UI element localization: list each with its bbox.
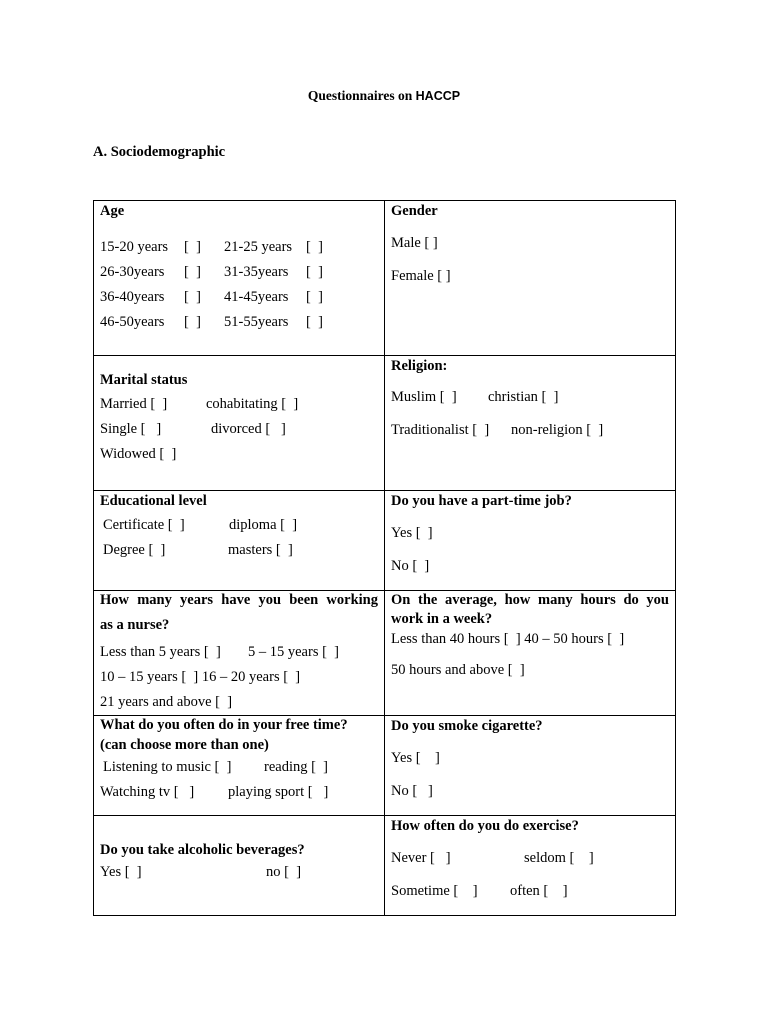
- title-text: Questionnaires on: [307, 88, 416, 103]
- sometime-option[interactable]: Sometime [ ]: [391, 883, 478, 899]
- parttime-no-option[interactable]: No [ ]: [391, 558, 430, 574]
- hours-heading-2: work in a week?: [391, 611, 493, 627]
- questionnaire-table: [93, 200, 676, 916]
- muslim-option[interactable]: Muslim [ ]: [391, 389, 457, 405]
- table-row: [94, 201, 676, 356]
- checkbox[interactable]: [ ]: [306, 264, 323, 280]
- age-option: 36-40years: [100, 289, 165, 305]
- parttime-yes-option[interactable]: Yes [ ]: [391, 525, 433, 541]
- gender-heading: Gender: [391, 203, 438, 219]
- never-option[interactable]: Never [ ]: [391, 850, 451, 866]
- gender-male-option[interactable]: Male [ ]: [391, 235, 438, 251]
- hours-cell: [385, 591, 676, 716]
- christian-option[interactable]: christian [ ]: [488, 389, 559, 405]
- gender-cell: [385, 201, 676, 356]
- marital-heading: Marital status: [100, 372, 188, 388]
- exercise-cell: [385, 816, 676, 916]
- marital-cell: [94, 356, 385, 491]
- sport-option[interactable]: playing sport [ ]: [228, 784, 329, 800]
- checkbox[interactable]: [ ]: [184, 314, 201, 330]
- age-option: 51-55years: [224, 314, 289, 330]
- alcohol-cell: [94, 816, 385, 916]
- music-option[interactable]: Listening to music [ ]: [103, 759, 232, 775]
- cohabitating-option[interactable]: cohabitating [ ]: [206, 396, 299, 412]
- age-option: 21-25 years: [224, 239, 293, 255]
- checkbox[interactable]: [ ]: [306, 239, 323, 255]
- hours-option-row[interactable]: 50 hours and above [ ]: [391, 662, 525, 678]
- years-working-heading-2: as a nurse?: [100, 617, 170, 633]
- smoke-cell: [385, 716, 676, 816]
- age-option-row: [100, 285, 378, 310]
- table-row: [94, 591, 676, 716]
- age-option: 31-35years: [224, 264, 289, 280]
- checkbox[interactable]: [ ]: [306, 314, 323, 330]
- checkbox[interactable]: [ ]: [184, 239, 201, 255]
- parttime-heading: Do you have a part-time job?: [391, 493, 572, 509]
- age-option: 41-45years: [224, 289, 289, 305]
- gender-female-option[interactable]: Female [ ]: [391, 268, 451, 284]
- exercise-heading: How often do you do exercise?: [391, 818, 579, 834]
- alcohol-yes-option[interactable]: Yes [ ]: [100, 864, 142, 880]
- education-heading: Educational level: [100, 493, 207, 509]
- widowed-option[interactable]: Widowed [ ]: [100, 446, 177, 462]
- education-cell: [94, 491, 385, 591]
- freetime-heading-1: What do you often do in your free time?: [100, 717, 348, 733]
- non-religion-option[interactable]: non-religion [ ]: [511, 422, 604, 438]
- tv-option[interactable]: Watching tv [ ]: [100, 784, 195, 800]
- smoke-no-option[interactable]: No [ ]: [391, 783, 433, 799]
- married-option[interactable]: Married [ ]: [100, 396, 168, 412]
- hours-heading-1: On the average, how many hours do you: [391, 592, 669, 608]
- age-heading: Age: [100, 203, 125, 219]
- religion-cell: [385, 356, 676, 491]
- religion-heading: Religion:: [391, 358, 448, 374]
- single-option[interactable]: Single [ ]: [100, 421, 162, 437]
- document-title: [0, 88, 768, 104]
- title-acronym: HACCP: [415, 89, 461, 103]
- alcohol-heading: Do you take alcoholic beverages?: [100, 842, 305, 858]
- degree-option[interactable]: Degree [ ]: [103, 542, 166, 558]
- age-cell: [94, 201, 385, 356]
- years-working-heading-1: How many years have you been working: [100, 592, 378, 608]
- years-option[interactable]: Less than 5 years [ ]: [100, 644, 221, 660]
- checkbox[interactable]: [ ]: [306, 289, 323, 305]
- age-option: 46-50years: [100, 314, 165, 330]
- years-option-row[interactable]: 10 – 15 years [ ] 16 – 20 years [ ]: [100, 669, 301, 685]
- certificate-option[interactable]: Certificate [ ]: [103, 517, 185, 533]
- age-option-row: [100, 260, 378, 285]
- smoke-yes-option[interactable]: Yes [ ]: [391, 750, 440, 766]
- age-option: 26-30years: [100, 264, 165, 280]
- smoke-heading: Do you smoke cigarette?: [391, 718, 543, 734]
- freetime-cell: [94, 716, 385, 816]
- often-option[interactable]: often [ ]: [510, 883, 568, 899]
- freetime-heading-2: (can choose more than one): [100, 737, 269, 753]
- parttime-cell: [385, 491, 676, 591]
- alcohol-no-option[interactable]: no [ ]: [266, 864, 302, 880]
- reading-option[interactable]: reading [ ]: [264, 759, 329, 775]
- table-row: [94, 491, 676, 591]
- checkbox[interactable]: [ ]: [184, 264, 201, 280]
- table-row: [94, 816, 676, 916]
- masters-option[interactable]: masters [ ]: [228, 542, 293, 558]
- years-working-cell: [94, 591, 385, 716]
- age-option-row: [100, 310, 378, 335]
- seldom-option[interactable]: seldom [ ]: [524, 850, 594, 866]
- age-option: 15-20 years: [100, 239, 169, 255]
- table-row: [94, 716, 676, 816]
- table-row: [94, 356, 676, 491]
- diploma-option[interactable]: diploma [ ]: [229, 517, 298, 533]
- years-option-row[interactable]: 21 years and above [ ]: [100, 694, 233, 710]
- checkbox[interactable]: [ ]: [184, 289, 201, 305]
- years-option[interactable]: 5 – 15 years [ ]: [248, 644, 340, 660]
- hours-option-row[interactable]: Less than 40 hours [ ] 40 – 50 hours [ ]: [391, 631, 625, 647]
- age-option-row: [100, 235, 378, 260]
- section-heading: A. Sociodemographic: [93, 144, 226, 160]
- traditionalist-option[interactable]: Traditionalist [ ]: [391, 422, 490, 438]
- divorced-option[interactable]: divorced [ ]: [211, 421, 286, 437]
